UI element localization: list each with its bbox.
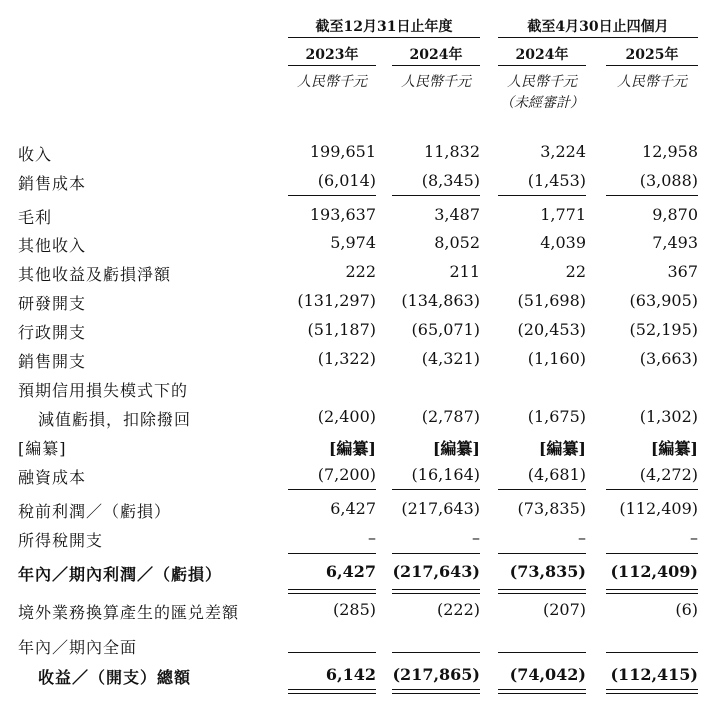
row-value: 193,637 [309, 205, 376, 224]
header-group1-rule [288, 37, 480, 38]
total-double-rule [392, 593, 480, 594]
total-double-rule [606, 689, 698, 690]
row-value: 6,427 [325, 562, 376, 581]
header-year-2023: 2023年 [305, 47, 359, 63]
row-value: [編纂] [328, 439, 376, 458]
subtotal-rule [498, 489, 586, 490]
subtotal-rule [498, 553, 586, 554]
row-label: 境外業務換算產生的匯兑差額 [18, 603, 240, 622]
row-label: 所得稅開支 [18, 531, 104, 550]
row-label: 減值虧損，扣除撥回 [38, 410, 192, 429]
row-value: 3,487 [434, 205, 480, 224]
row-value: (207) [542, 600, 586, 619]
row-value: 6,427 [330, 499, 376, 518]
row-value: 6,142 [325, 665, 376, 684]
row-label: [編纂] [18, 439, 67, 458]
row-value: (217,865) [392, 665, 480, 684]
row-value: 7,493 [652, 233, 698, 252]
subtotal-rule [392, 489, 480, 490]
row-value: 22 [565, 262, 586, 281]
row-value: 199,651 [309, 142, 376, 161]
row-value: (3,663) [639, 349, 698, 368]
row-label: 收入 [18, 145, 53, 164]
total-double-rule [288, 693, 376, 694]
row-value: (131,297) [297, 291, 376, 310]
total-double-rule [606, 593, 698, 594]
row-value: (217,643) [392, 562, 480, 581]
row-value: (51,698) [517, 291, 586, 310]
row-value: (16,164) [411, 465, 480, 484]
row-value: (65,071) [411, 320, 480, 339]
row-label: 行政開支 [18, 323, 87, 342]
row-label: 預期信用損失模式下的 [18, 381, 189, 400]
header-unaudited-note: （未經審計） [500, 95, 584, 111]
total-double-rule [288, 593, 376, 594]
header-year-2024-period: 2024年 [515, 47, 569, 63]
row-value: [編纂] [650, 439, 698, 458]
row-label: 銷售成本 [18, 174, 87, 193]
total-double-rule [288, 589, 376, 590]
subtotal-rule [288, 489, 376, 490]
total-double-rule [606, 589, 698, 590]
row-value: (222) [436, 600, 480, 619]
row-label: 融資成本 [18, 468, 87, 487]
row-value: (52,195) [629, 320, 698, 339]
subtotal-rule [606, 553, 698, 554]
row-value: 1,771 [540, 205, 586, 224]
header-unit-4: 人民幣千元 [617, 74, 687, 90]
row-label: 毛利 [18, 208, 53, 227]
row-value: (63,905) [629, 291, 698, 310]
row-value: – [368, 528, 376, 547]
row-value: (73,835) [509, 562, 586, 581]
subtotal-rule [392, 652, 480, 653]
row-value: (20,453) [517, 320, 586, 339]
row-value: (112,415) [610, 665, 698, 684]
header-unit-3: 人民幣千元 [507, 74, 577, 90]
header-unit-1: 人民幣千元 [297, 74, 367, 90]
row-value: (4,272) [639, 465, 698, 484]
row-value: – [472, 528, 480, 547]
row-label: 稅前利潤／（虧損） [18, 502, 172, 521]
row-value: 4,039 [540, 233, 586, 252]
header-group-four-months: 截至4月30日止四個月 [527, 19, 669, 35]
row-value: 211 [449, 262, 480, 281]
total-double-rule [392, 589, 480, 590]
row-value: (1,453) [527, 171, 586, 190]
row-value: [編纂] [432, 439, 480, 458]
header-year-rule-4 [606, 65, 698, 66]
total-double-rule [606, 693, 698, 694]
header-year-2024: 2024年 [409, 47, 463, 63]
subtotal-rule [606, 489, 698, 490]
total-double-rule [392, 689, 480, 690]
row-value: 367 [667, 262, 698, 281]
row-value: (8,345) [421, 171, 480, 190]
row-value: 3,224 [540, 142, 586, 161]
row-value: (3,088) [639, 171, 698, 190]
header-year-rule-1 [288, 65, 376, 66]
row-value: (7,200) [317, 465, 376, 484]
row-label: 研發開支 [18, 294, 87, 313]
total-double-rule [288, 689, 376, 690]
total-double-rule [392, 693, 480, 694]
row-value: (112,409) [610, 562, 698, 581]
row-value: (1,160) [527, 349, 586, 368]
total-double-rule [498, 693, 586, 694]
row-value: – [578, 528, 586, 547]
header-group2-rule [498, 37, 698, 38]
row-value: (112,409) [619, 499, 698, 518]
header-year-rule-3 [498, 65, 586, 66]
row-value: (217,643) [401, 499, 480, 518]
subtotal-rule [498, 652, 586, 653]
subtotal-rule [288, 553, 376, 554]
row-value: (1,302) [639, 407, 698, 426]
row-value: [編纂] [538, 439, 586, 458]
subtotal-rule [498, 195, 586, 196]
subtotal-rule [392, 553, 480, 554]
subtotal-rule [288, 652, 376, 653]
row-value: (4,681) [527, 465, 586, 484]
row-value: (51,187) [307, 320, 376, 339]
row-value: (1,675) [527, 407, 586, 426]
row-value: 12,958 [642, 142, 698, 161]
total-double-rule [498, 593, 586, 594]
subtotal-rule [606, 195, 698, 196]
row-label: 年內／期內利潤／（虧損） [18, 565, 223, 584]
subtotal-rule [392, 195, 480, 196]
row-value: 11,832 [424, 142, 480, 161]
row-value: 8,052 [434, 233, 480, 252]
row-label: 其他收入 [18, 236, 87, 255]
row-value: 9,870 [652, 205, 698, 224]
row-value: (74,042) [509, 665, 586, 684]
row-value: (4,321) [421, 349, 480, 368]
row-value: (6,014) [317, 171, 376, 190]
row-label: 年內／期內全面 [18, 638, 138, 657]
row-label: 收益／（開支）總額 [38, 668, 192, 687]
row-label: 其他收益及虧損淨額 [18, 265, 172, 284]
total-double-rule [498, 589, 586, 590]
row-value: (134,863) [401, 291, 480, 310]
row-value: (1,322) [317, 349, 376, 368]
header-group-year-end: 截至12月31日止年度 [315, 19, 453, 35]
header-unit-2: 人民幣千元 [401, 74, 471, 90]
subtotal-rule [288, 195, 376, 196]
header-year-2025-period: 2025年 [625, 47, 679, 63]
row-value: – [690, 528, 698, 547]
row-value: 5,974 [330, 233, 376, 252]
row-value: (73,835) [517, 499, 586, 518]
total-double-rule [498, 689, 586, 690]
row-value: (6) [675, 600, 698, 619]
row-value: (2,787) [421, 407, 480, 426]
header-year-rule-2 [392, 65, 480, 66]
subtotal-rule [606, 652, 698, 653]
row-label: 銷售開支 [18, 352, 87, 371]
row-value: (285) [332, 600, 376, 619]
row-value: 222 [345, 262, 376, 281]
row-value: (2,400) [317, 407, 376, 426]
